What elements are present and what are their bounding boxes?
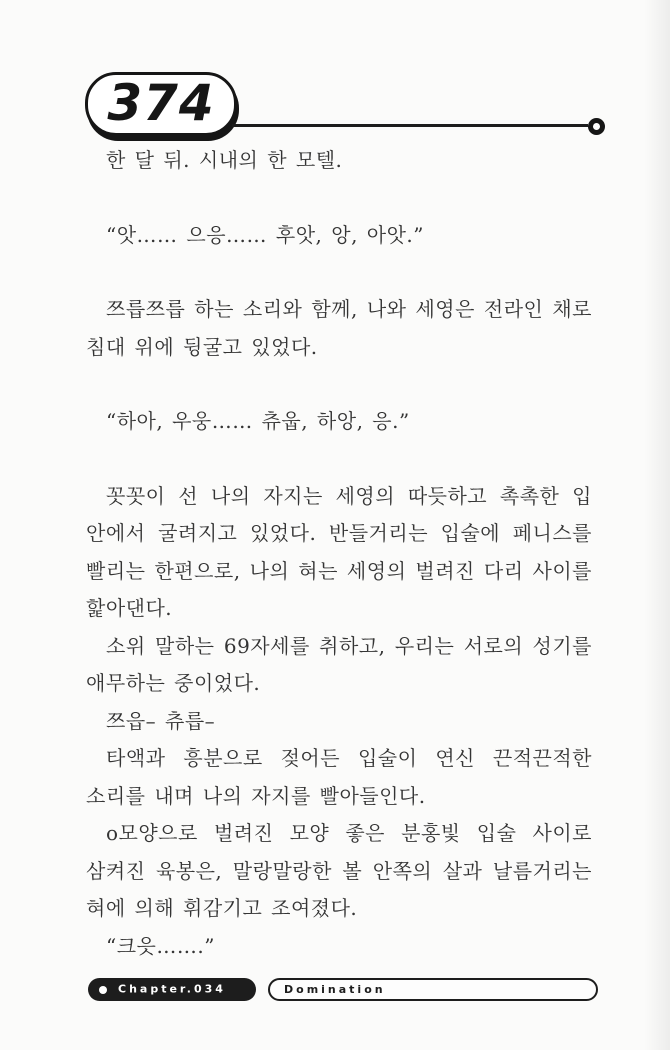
paragraph-narration: 한 달 뒤. 시내의 한 모텔.: [106, 148, 343, 172]
header-rule-end-ring-icon: [588, 118, 605, 135]
chapter-badge: [88, 978, 256, 1001]
page-number-badge: [85, 72, 237, 136]
paragraph-narration: 꼿꼿이 선 나의 자지는 세영의 따듯하고 촉촉한 입 안에서 굴려지고 있었다. 반들거리는 입술에 페니스를 빨리는 한편으로, 나의 혀는 세영의 벌려진 다리 사이를 핥아댄다.: [86, 483, 592, 620]
paragraph-dialogue: “하아, 우웅…… 츄웁, 하앙, 응.”: [106, 409, 410, 433]
paragraph-narration: 소위 말하는 69자세를 취하고, 우리는 서로의 성기를 애무하는 중이었다.: [86, 633, 592, 695]
paragraph-narration: 타액과 흥분으로 젖어든 입술이 연신 끈적끈적한 소리를 내며 나의 자지를 빨아들인다.: [86, 746, 592, 808]
paragraph-dialogue: “앗…… 으응…… 후앗, 앙, 아앗.”: [106, 222, 425, 247]
book-title-label: Domination: [284, 983, 386, 996]
paragraph-dialogue: “크읏…….”: [106, 933, 215, 958]
header-rule-line: [232, 124, 588, 127]
page-footer: [0, 976, 670, 1006]
paragraph-narration: 쯔릅쯔릅 하는 소리와 함께, 나와 세영은 전라인 채로 침대 위에 뒹굴고 있었다.: [86, 297, 592, 359]
paragraph-sound-effect: 쯔읍– 츄릅–: [106, 708, 216, 733]
paragraph-narration: o모양으로 벌려진 모양 좋은 분홍빛 입술 사이로 삼켜진 육봉은, 말랑말랑한 볼 안쪽의 살과 날름거리는 혀에 의해 휘감기고 조여졌다.: [86, 821, 592, 920]
page-header: [0, 0, 670, 140]
bullet-dot-icon: [99, 986, 107, 994]
page-edge-shadow: [644, 0, 670, 1050]
chapter-label: Chapter.034: [118, 982, 226, 996]
book-title-badge: [268, 978, 598, 1001]
page-number: 374: [107, 74, 215, 132]
page-body-text: [86, 142, 592, 965]
